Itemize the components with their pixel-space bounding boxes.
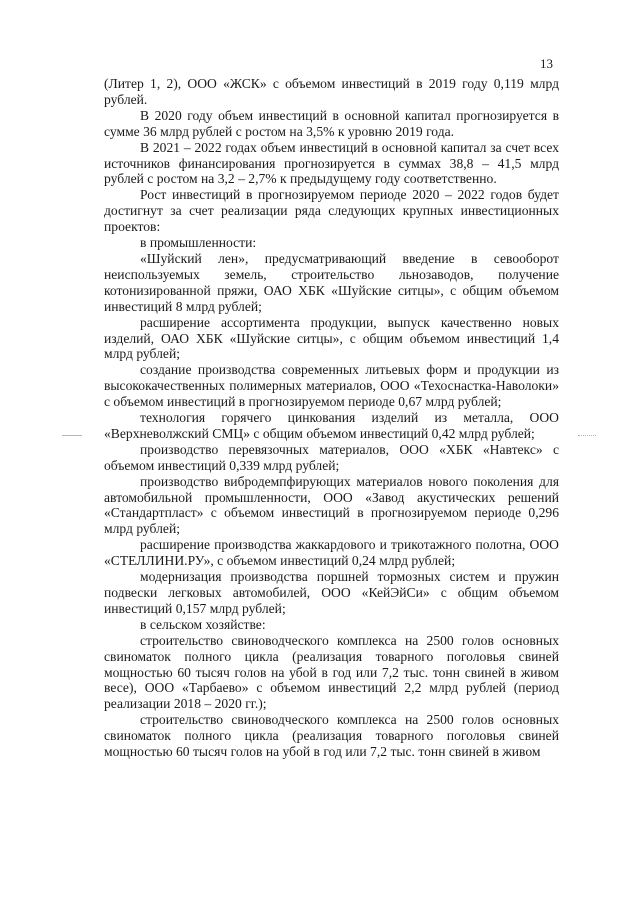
list-item: строительство свиноводческого комплекса на 2500 голов основных свиноматок полного цикла (реализация товарного поголовья свиней мощностью 60 тысяч голов на убой в год или 7,2 тыс. тонн свиней в живом [104, 712, 559, 760]
paragraph: (Литер 1, 2), ООО «ЖСК» с объемом инвестиций в 2019 году 0,119 млрд рублей. [104, 76, 559, 107]
list-item: расширение производства жаккардового и трикотажного полотна, ООО «СТЕЛЛИНИ.РУ», с объемом инвестиций 0,24 млрд рублей; [104, 537, 559, 569]
section-heading-agriculture: в сельском хозяйстве: [140, 616, 266, 632]
list-item: производство перевязочных материалов, ООО «ХБК «Навтекс» с объемом инвестиций 0,339 млрд рублей; [104, 441, 559, 473]
paragraph: Рост инвестиций в прогнозируемом периоде 2020 – 2022 годов будет достигнут за счет реализации ряда следующих крупных инвестиционных проектов: [104, 187, 559, 235]
list-item: технология горячего цинкования изделий из металла, ООО «Верхневолжский СМЦ» с общим объемом инвестиций 0,42 млрд рублей; [104, 410, 559, 441]
list-item: «Шуйский лен», предусматривающий введение в севооборот неиспользуемых земель, строительство льнозаводов, получение котонизированной пряжи, ОАО ХБК «Шуйские ситцы», с общим объемом инвестиций 8 млрд рублей; [104, 250, 559, 314]
left-margin-mark [62, 435, 82, 436]
list-item: создание производства современных литьевых форм и продукции из высококачественных полимерных материалов, ООО «Техоснастка-Наволоки» с объемом инвестиций в прогнозируемом периоде 0,67 млрд рублей; [104, 362, 559, 410]
paragraph: В 2021 – 2022 годах объем инвестиций в основной капитал за счет всех источников финансирования прогнозируется в суммах 38,8 – 41,5 млрд рублей с ростом на 3,2 – 2,7% к предыдущему году соответственно. [104, 139, 559, 187]
list-item: расширение ассортимента продукции, выпуск качественно новых изделий, ОАО ХБК «Шуйские ситцы», с общим объемом инвестиций 1,4 млрд рублей; [104, 314, 559, 362]
page-number: 13 [540, 56, 553, 71]
document-body [104, 76, 559, 760]
list-item: производство вибродемпфирующих материалов нового поколения для автомобильной промышленности, ООО «Завод акустических решений «Стандартпласт» с объемом инвестиций в прогнозируемом периоде 0,296 млрд рублей; [104, 473, 559, 537]
right-margin-mark [578, 435, 596, 436]
list-item: модернизация производства поршней тормозных систем и пружин подвески легковых автомобилей, ООО «КейЭйСи» с общим объемом инвестиций 0,157 млрд рублей; [104, 569, 559, 616]
section-heading-industry: в промышленности: [140, 235, 257, 251]
paragraph: В 2020 году объем инвестиций в основной капитал прогнозируется в сумме 36 млрд рублей с ростом на 3,5% к уровню 2019 года. [104, 107, 559, 139]
list-item: строительство свиноводческого комплекса на 2500 голов основных свиноматок полного цикла (реализация товарного поголовья свиней мощностью 60 тысяч голов на убой в год или 7,2 тыс. тонн свиней в живом весе), ООО «Тарбаево» с объемом инвестиций 2,2 млрд рублей (период реализации 2018 – 2020 гг.); [104, 632, 559, 712]
